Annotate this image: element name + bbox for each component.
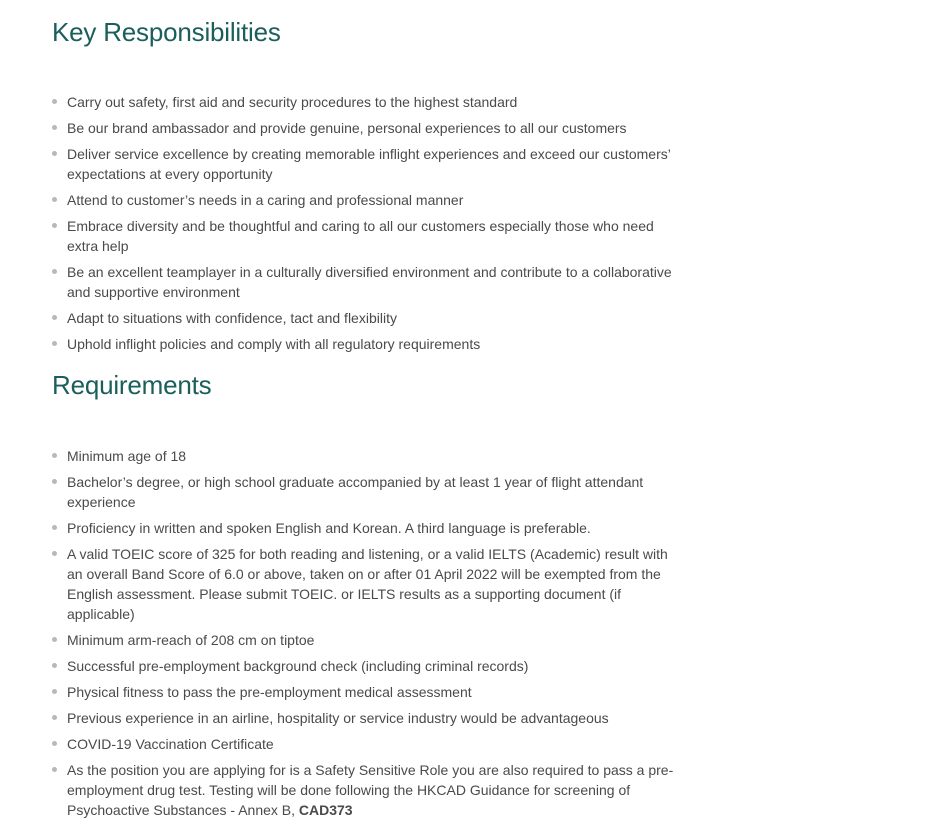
list-item: Bachelor’s degree, or high school graduate accompanied by at least 1 year of flight attendant experience [52,472,682,512]
list-item: Be an excellent teamplayer in a culturally diversified environment and contribute to a collaborative and supportive environment [52,262,682,302]
list-item: Minimum age of 18 [52,446,682,466]
bullet-icon [52,663,57,668]
list-item: Embrace diversity and be thoughtful and caring to all our customers especially those who need extra help [52,216,682,256]
list-item: A valid TOEIC score of 325 for both reading and listening, or a valid IELTS (Academic) result with an overall Band Score of 6.0 or above, taken on or after 01 April 2022 will be exempted from the English assessment. Please submit TOEIC. or IELTS results as a supporting document (if applicable) [52,544,682,624]
key-responsibilities-list [52,92,682,360]
bullet-icon [52,223,57,228]
requirements-list [52,446,682,826]
bullet-icon [52,315,57,320]
bullet-icon [52,637,57,642]
list-item: Carry out safety, first aid and security procedures to the highest standard [52,92,682,112]
list-item: Physical fitness to pass the pre-employment medical assessment [52,682,682,702]
list-item: Adapt to situations with confidence, tact and flexibility [52,308,682,328]
bullet-icon [52,269,57,274]
bullet-icon [52,125,57,130]
requirements-heading: Requirements [52,370,212,400]
bullet-icon [52,99,57,104]
cad373-link[interactable]: CAD373 [298,802,353,818]
key-responsibilities-heading: Key Responsibilities [52,17,281,47]
list-item: COVID-19 Vaccination Certificate [52,734,682,754]
list-item: As the position you are applying for is a Safety Sensitive Role you are also required to pass a pre-employment drug test. Testing will be done following the HKCAD Guidance for screening of Psychoactive Substances - Annex B, CAD373 [52,760,682,820]
bullet-icon [52,741,57,746]
list-item: Deliver service excellence by creating memorable inflight experiences and exceed our customers’ expectations at every opportunity [52,144,682,184]
list-item: Uphold inflight policies and comply with all regulatory requirements [52,334,682,354]
bullet-icon [52,479,57,484]
list-item: Minimum arm-reach of 208 cm on tiptoe [52,630,682,650]
list-item: Successful pre-employment background check (including criminal records) [52,656,682,676]
list-item: Be our brand ambassador and provide genuine, personal experiences to all our customers [52,118,682,138]
list-item: Attend to customer’s needs in a caring and professional manner [52,190,682,210]
bullet-icon [52,453,57,458]
bullet-icon [52,151,57,156]
bullet-icon [52,767,57,772]
bullet-icon [52,341,57,346]
bullet-icon [52,551,57,556]
list-item: Previous experience in an airline, hospitality or service industry would be advantageous [52,708,682,728]
list-item: Proficiency in written and spoken English and Korean. A third language is preferable. [52,518,682,538]
bullet-icon [52,715,57,720]
bullet-icon [52,689,57,694]
bullet-icon [52,197,57,202]
bullet-icon [52,525,57,530]
